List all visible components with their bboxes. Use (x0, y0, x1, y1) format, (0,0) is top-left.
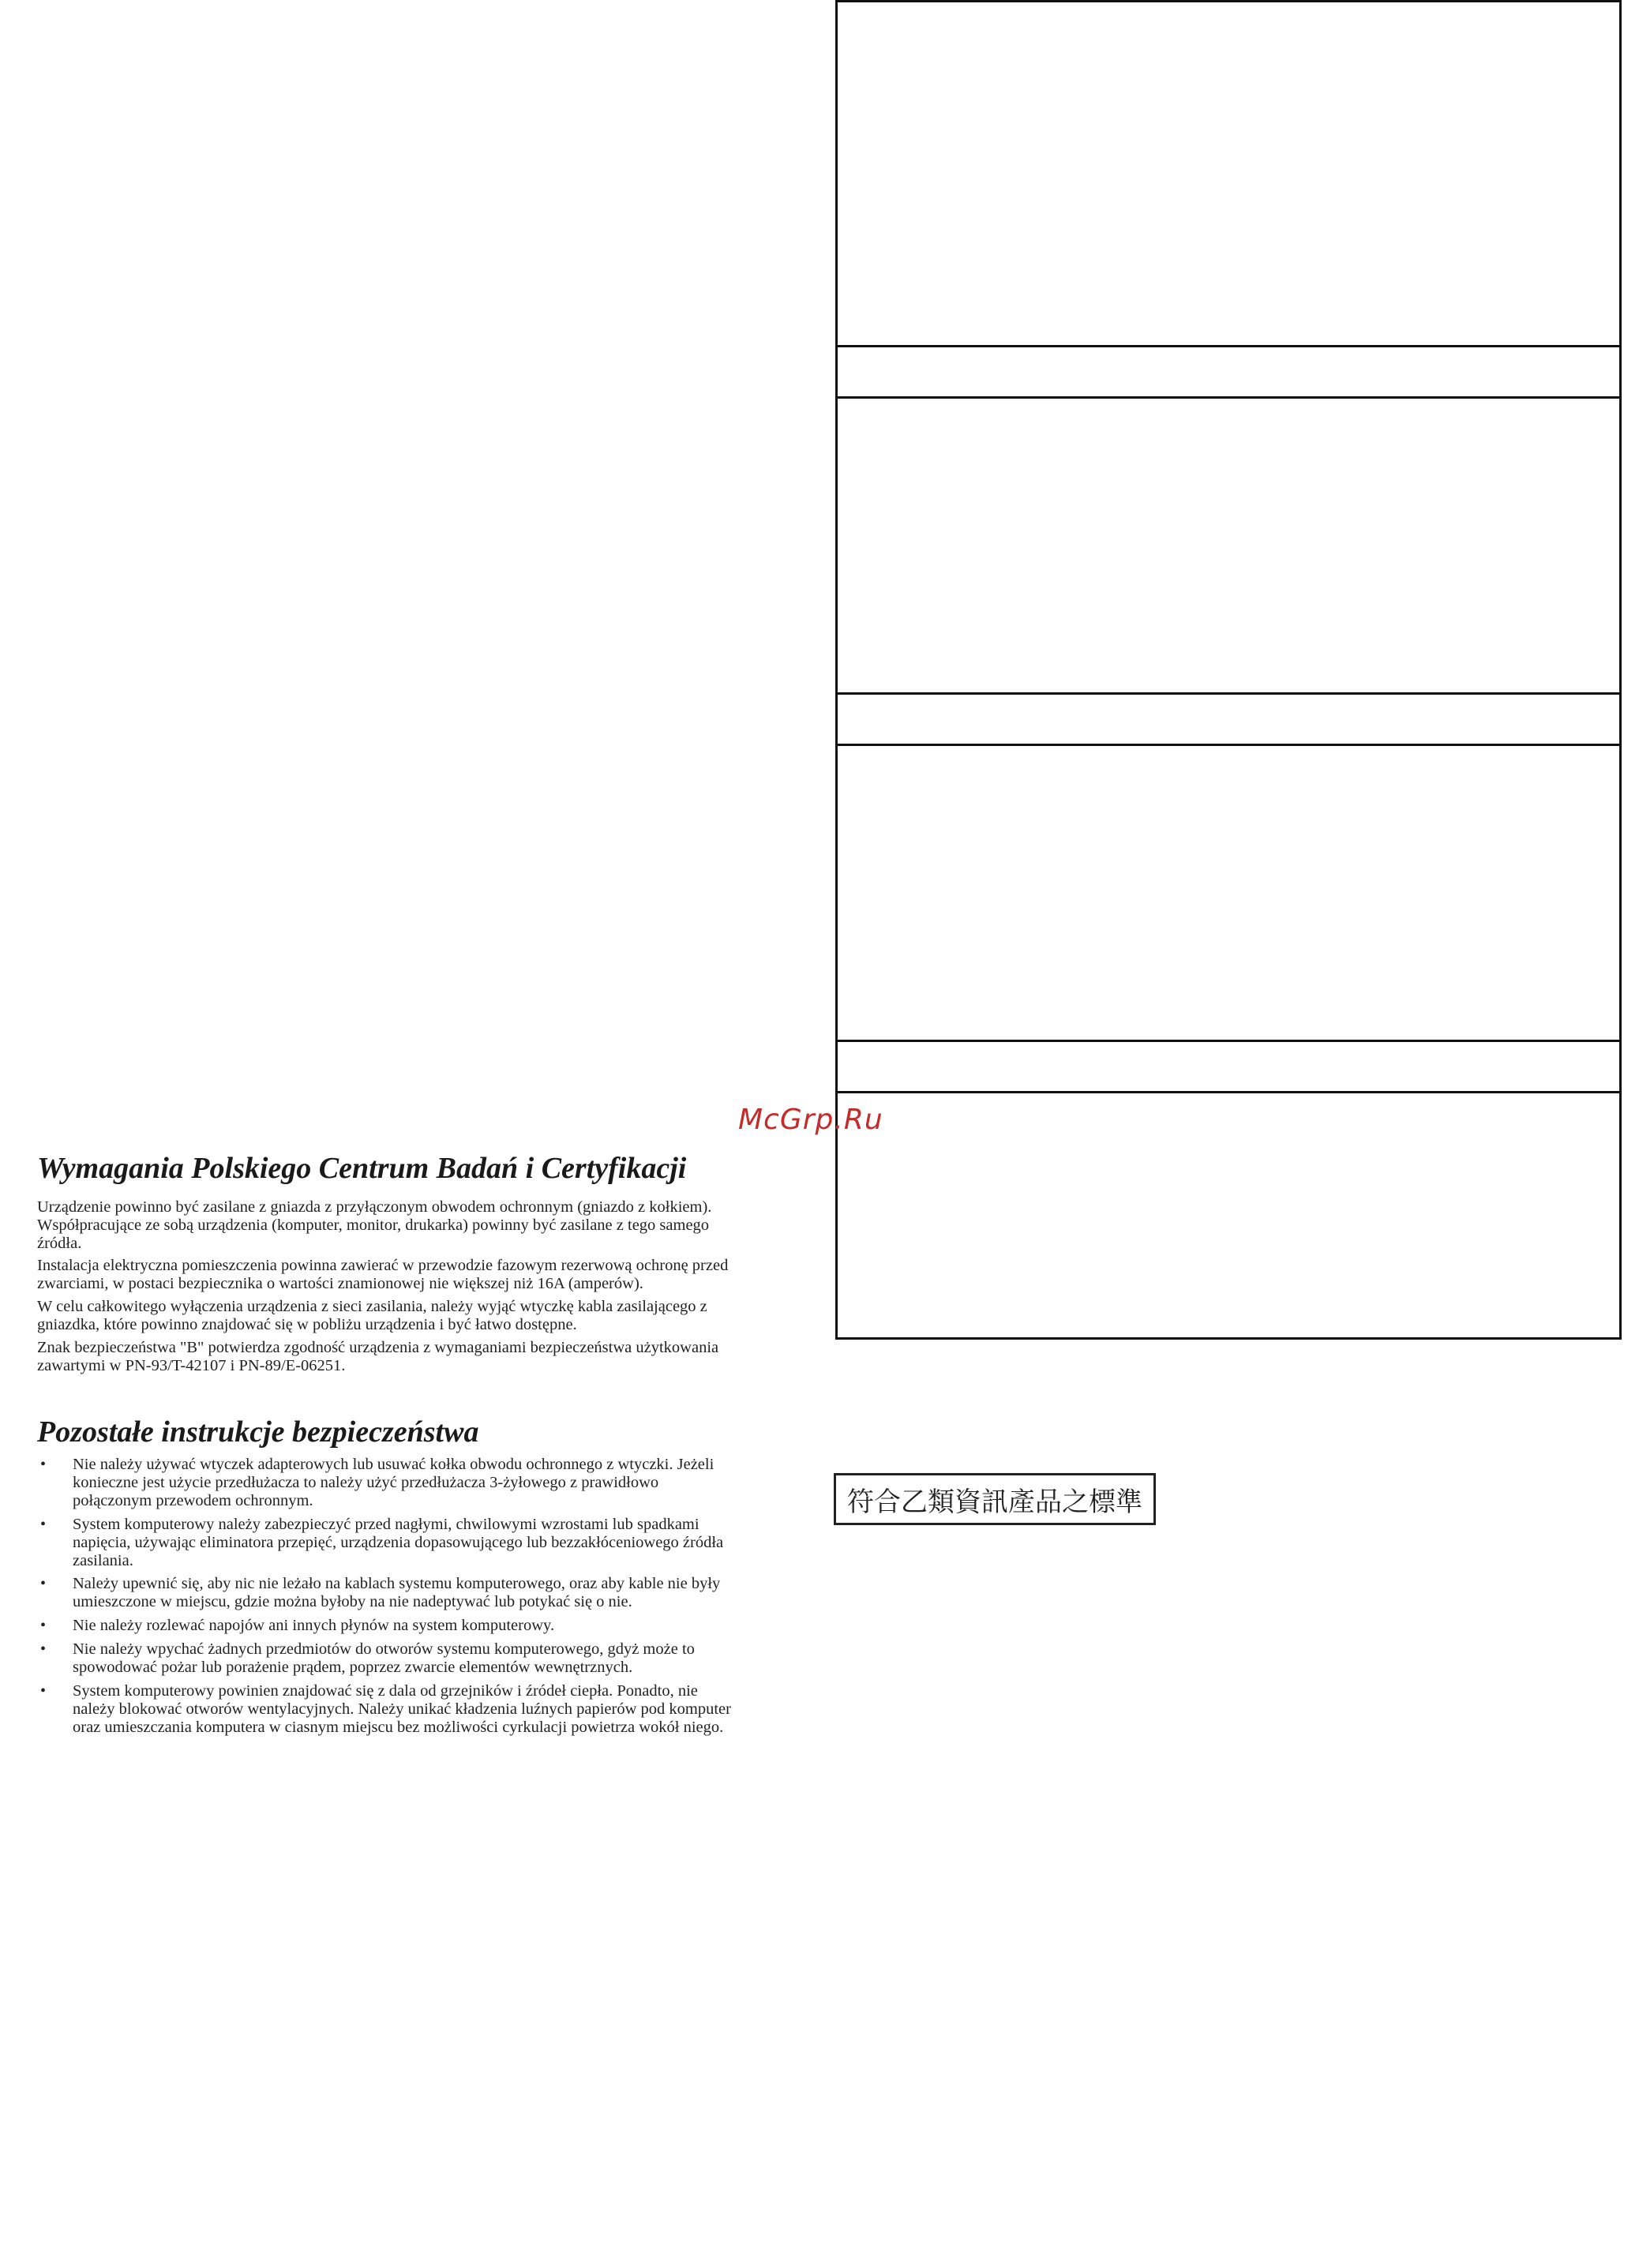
table-divider (838, 1040, 1619, 1042)
list-item (37, 1682, 740, 1737)
list-item-text: Nie należy używać wtyczek adapterowych lub usuwać kołka obwodu ochronnego z wtyczki. Jeżeli konieczne jest użycie przedłużacza to należy użyć przedłużacza 3-żyłowego z prawidłowo połączonym przewodem ochronnym. (73, 1455, 714, 1509)
list-item (37, 1456, 740, 1510)
paragraph: Instalacja elektryczna pomieszczenia powinna zawierać w przewodzie fazowym rezerwową ochronę przed zwarciami, w postaci bezpiecznika o wartości znamionowej nie większej niż 16A (amperów). (37, 1257, 729, 1293)
bullet-icon: • (40, 1640, 47, 1659)
paragraph: W celu całkowitego wyłączenia urządzenia z sieci zasilania, należy wyjąć wtyczkę kabla zasilającego z gniazdka, które powinno znajdować się w pobliżu urządzenia i być łatwo dostępne. (37, 1298, 707, 1334)
paragraph: Urządzenie powinno być zasilane z gniazda z przyłączonym obwodem ochronnym (gniazdo z kołkiem). Współpracujące ze sobą urządzenia (komputer, monitor, drukarka) powinny być zasilane z tego samego źródła. (37, 1198, 712, 1252)
section-title-pcbc: Wymagania Polskiego Centrum Badań i Certyfikacji (37, 1152, 687, 1185)
table-divider (838, 1091, 1619, 1093)
paragraph: Znak bezpieczeństwa "B" potwierdza zgodność urządzenia z wymaganiami bezpieczeństwa użytkowania zawartymi w PN-93/T-42107 i PN-89/E-06251. (37, 1339, 719, 1375)
list-item-text: System komputerowy powinien znajdować się z dala od grzejników i źródeł ciepła. Ponadto, nie należy blokować otworów wentylacyjnych. Należy unikać kładzenia luźnych papierów pod komputer oraz umieszczania komputera w ciasnym miejscu bez możliwości cyrkulacji powietrza wokół niego. (73, 1682, 731, 1737)
bsmi-compliance-label: 符合乙類資訊產品之標準 (834, 1473, 1156, 1525)
right-bordered-table (835, 0, 1622, 1340)
table-divider (838, 345, 1619, 347)
list-item (37, 1640, 740, 1677)
watermark: McGrp.Ru (738, 1104, 883, 1136)
list-item (37, 1516, 740, 1570)
bullet-icon: • (40, 1575, 47, 1593)
bullet-icon: • (40, 1682, 47, 1700)
left-text-column (37, 1151, 740, 1742)
safety-instructions-list (37, 1456, 740, 1737)
table-divider (838, 396, 1619, 399)
list-item-text: Należy upewnić się, aby nic nie leżało na kablach systemu komputerowego, oraz aby kable nie były umieszczone w miejscu, gdzie można byłoby na nie nadeptywać lub potykać się o nie. (73, 1575, 721, 1611)
table-divider (838, 692, 1619, 695)
list-item-text: System komputerowy należy zabezpieczyć przed nagłymi, chwilowymi wzrostami lub spadkami napięcia, używając eliminatora przepięć, urządzenia dopasowującego lub bezzakłóceniowego źródła zasilania. (73, 1515, 724, 1569)
list-item (37, 1617, 740, 1635)
list-item (37, 1575, 740, 1611)
bullet-icon: • (40, 1455, 47, 1473)
list-item-text: Nie należy rozlewać napojów ani innych płynów na system komputerowy. (73, 1617, 555, 1635)
section-title-safety: Pozostałe instrukcje bezpieczeństwa (37, 1415, 479, 1449)
table-divider (838, 744, 1619, 746)
bullet-icon: • (40, 1617, 47, 1635)
list-item-text: Nie należy wpychać żadnych przedmiotów do otworów systemu komputerowego, gdyż może to spowodować pożar lub porażenie prądem, poprzez zwarcie elementów wewnętrznych. (73, 1640, 695, 1677)
bullet-icon: • (40, 1515, 47, 1533)
